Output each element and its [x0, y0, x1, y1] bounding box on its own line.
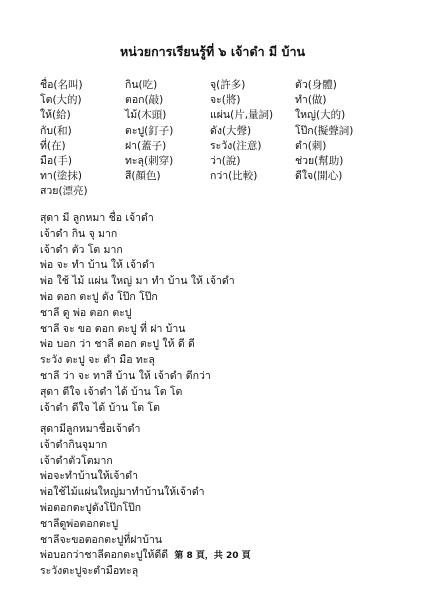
vocab-item: มือ(手): [40, 155, 72, 168]
vocab-item: ให้(給): [40, 109, 71, 122]
story-line: สุดามีลูกหมาชื่อเจ้าดำ: [40, 423, 141, 435]
vocab-item: จะ(將): [210, 94, 241, 107]
vocab-item: กับ(和): [40, 124, 72, 137]
vocab-item: โป๊ก(擬聲詞): [295, 124, 354, 137]
vocab-item: ดีใจ(開心): [295, 170, 343, 183]
vocab-item: โต(大的): [40, 94, 82, 107]
lesson-title: หน่วยการเรียนรู้ที่ ๖ เจ้าดำ มี บ้าน: [119, 44, 306, 59]
vocab-item: ชื่อ(名叫): [40, 79, 83, 91]
story-line: ระวังตะปูจะตำมือทะลุ: [40, 565, 139, 578]
story-line: พ่อ บอก ว่า ชาลี ตอก ตะปู ให้ ดี ดี: [40, 338, 195, 351]
page-footer: 第 8 頁，共 20 頁: [174, 551, 251, 561]
vocab-item: ทะลุ(刺穿): [125, 155, 174, 168]
story-line: เจ้าดำกินจุมาก: [40, 438, 108, 451]
story-line: พ่อ จะ ทำ บ้าน ให้ เจ้าดำ: [40, 259, 155, 272]
vocab-item: สวย(漂亮): [40, 185, 88, 198]
story-line: พ่อใช้ไม้แผ่นใหญ่มาทำบ้านให้เจ้าดำ: [40, 486, 205, 499]
story-line: เจ้าดำ กิน จุ มาก: [40, 227, 118, 240]
story-line: สุดา ดีใจ เจ้าดำ ได้ บ้าน โต โต: [40, 385, 183, 398]
story-line: ชาลี ว่า จะ ทาสี บ้าน ให้ เจ้าดำ ดีกว่า: [40, 369, 211, 382]
vocab-item: ดัง(大聲): [210, 124, 252, 137]
vocab-item: ทำ(做): [295, 94, 327, 107]
vocab-item: ช่วย(幫助): [295, 155, 344, 168]
vocab-item: จุ(許多): [210, 79, 246, 91]
story-line: เจ้าดำตัวโตมาก: [40, 454, 113, 467]
story-line: สุดา มี ลูกหมา ชื่อ เจ้าดำ: [40, 212, 154, 224]
vocab-item: กิน(吃): [125, 79, 158, 91]
story-line: ชาลีจะขอตอกตะปูที่ฝาบ้าน: [40, 533, 163, 546]
story-line: ชาลีดูพ่อตอกตะปู: [40, 517, 119, 530]
vocab-item: ใหญ่(大的): [295, 109, 346, 122]
vocab-item: แผ่น(片,量詞): [210, 109, 274, 122]
story-line: พ่อบอกว่าชาลีตอกตะปูให้ดีดี: [40, 549, 169, 562]
vocab-item: ที่(在): [40, 139, 66, 152]
story-line: พ่อ ใช้ ไม้ แผ่น ใหญ่ มา ทำ บ้าน ให้ เจ้าดำ: [40, 275, 235, 288]
vocab-item: ว่า(說): [210, 155, 241, 168]
story-line: พ่อ ตอก ตะปู ดัง โป๊ก โป๊ก: [40, 290, 158, 303]
vocab-item: ระวัง(注意): [210, 139, 262, 152]
story-line: ชาลี จะ ขอ ตอก ตะปู ที่ ฝา บ้าน: [40, 322, 186, 335]
vocab-item: ตอก(敲): [125, 94, 164, 107]
vocab-item: กว่า(比較): [210, 170, 258, 183]
story-line: เจ้าดำ ตัว โต มาก: [40, 243, 123, 256]
story-line: ระวัง ตะปู จะ ตำ มือ ทะลุ: [40, 354, 155, 367]
vocab-item: ตะปู(釘子): [125, 124, 174, 137]
vocab-item: ตำ(刺): [295, 139, 327, 152]
story-line: พ่อจะทำบ้านให้เจ้าดำ: [40, 470, 138, 483]
vocab-item: ไม้(木頭): [125, 109, 167, 122]
vocab-item: ฝา(蓋子): [125, 139, 167, 152]
vocabulary-grid: [40, 78, 410, 200]
story-line: พ่อตอกตะปูดังโป๊กโป๊ก: [40, 501, 142, 514]
vocab-item: ทา(塗抹): [40, 170, 83, 183]
vocab-item: ตัว(身體): [295, 79, 337, 91]
story-line: เจ้าดำ ดีใจ ได้ บ้าน โต โต: [40, 401, 160, 414]
vocab-item: สี(顏色): [125, 170, 161, 183]
story-line: ชาลี ดู พ่อ ตอก ตะปู: [40, 306, 132, 319]
story-spaced: [40, 211, 400, 416]
